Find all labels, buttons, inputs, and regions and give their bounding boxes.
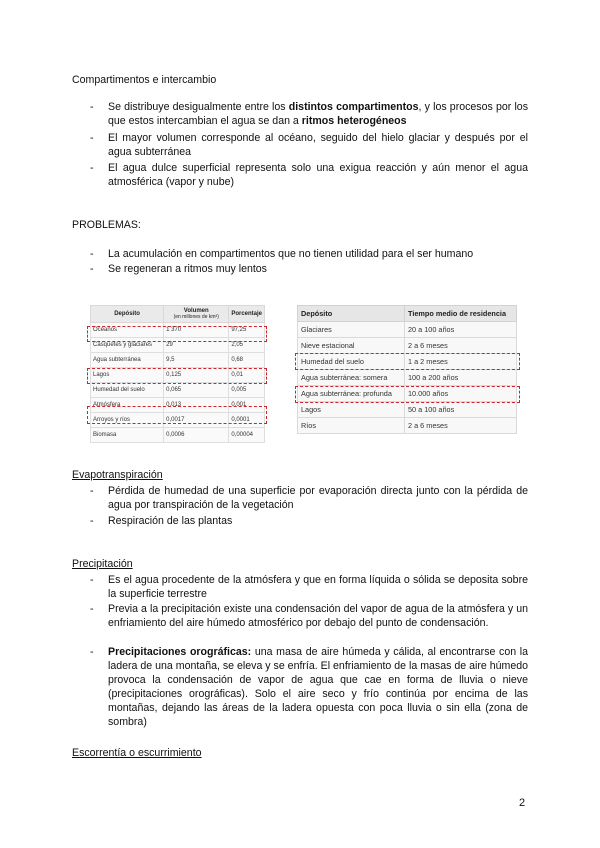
bullet-dash: - [90, 248, 94, 260]
table-row: Humedad del suelo 1 a 2 meses [298, 354, 517, 370]
table-row: Humedad del suelo 0,065 0,005 [91, 383, 265, 398]
table-row: Agua subterránea 9,5 0,68 [91, 353, 265, 368]
highlight-lakes [87, 368, 267, 384]
table-row: Océanos 1 370 97,25 [91, 323, 265, 338]
bullet-distribution: Se distribuye desigualmente entre los distintos compartimentos, y los procesos por los que estos intercambian el agua se dan a ritmos heterogéneos [108, 101, 528, 127]
bullet-dash: - [90, 263, 94, 275]
col-residence-time: Tiempo medio de residencia [405, 306, 517, 322]
precip-orographic: Precipitaciones orográficas: una masa de aire húmeda y cálida, al encontrarse con la ladera de una montaña, se eleva y se enfría. El enfriamiento de la masas de aire húmedo provoca la condensación de vapor de agua que cae en forma de lluvia o nieve (precipitaciones orográficas). Solo el aire seco y frío continúa por encima de las montañas, dejando las áreas de la ladera opuesta con poca lluvia o sin ella (zona de sombra) [108, 646, 529, 728]
table-row: Arroyos y ríos 0,0017 0,0001 [91, 413, 265, 428]
table-row: Agua subterránea: somera 100 a 200 años [298, 370, 517, 386]
problem-item: La acumulación en compartimentos que no tienen utilidad para el ser humano [108, 248, 474, 260]
bullet-dash: - [90, 603, 94, 615]
problems-title: PROBLEMAS: [72, 219, 141, 231]
runoff-title: Escorrentía o escurrimiento [72, 747, 202, 759]
bullet-dash: - [90, 101, 94, 113]
bullet-dash: - [90, 646, 94, 658]
page-number: 2 [519, 797, 526, 809]
highlight-soil-moisture [295, 353, 520, 370]
table-row: Atmósfera 0,013 0,001 [91, 398, 265, 413]
col-percent: Porcentaje [229, 306, 265, 323]
bullet-dash: - [90, 132, 94, 144]
highlight-oceans [87, 326, 267, 342]
evapo-item: Respiración de las plantas [108, 515, 233, 527]
precip-title: Precipitación [72, 558, 133, 570]
section-title: Compartimentos e intercambio [72, 74, 217, 86]
table-row: Biomasa 0,0006 0,00004 [91, 428, 265, 443]
table-header-row [298, 306, 517, 322]
problem-item: Se regeneran a ritmos muy lentos [108, 263, 267, 275]
bullet-fresh-water: El agua dulce superficial representa solo una exigua reacción y aún menor el agua atmosférica (vapor y nube) [108, 162, 528, 188]
table-row: Nieve estacional 2 a 6 meses [298, 338, 517, 354]
col-deposit: Depósito [91, 306, 164, 323]
table-row: Lagos 50 a 100 años [298, 402, 517, 418]
highlight-deep-groundwater [295, 386, 520, 403]
highlight-rivers [87, 406, 267, 424]
bullet-dash: - [90, 162, 94, 174]
table-header-row [91, 306, 265, 323]
bullet-dash: - [90, 574, 94, 586]
table-row: Casquetes y glaciares 29 2,05 [91, 338, 265, 353]
table-row: Glaciares 20 a 100 años [298, 322, 517, 338]
table-row: Lagos 0,125 0,01 [91, 368, 265, 383]
table-row: Ríos 2 a 6 meses [298, 418, 517, 434]
table-row: Agua subterránea: profunda 10.000 años [298, 386, 517, 402]
evapo-item: Pérdida de humedad de una superficie por evaporación directa junto con la pérdida de agua por transpiración de la vegetación [108, 485, 528, 511]
col-deposit: Depósito [298, 306, 405, 322]
col-volume: Volumen (en millones de km³) [164, 306, 229, 323]
bullet-dash: - [90, 485, 94, 497]
bullet-volume: El mayor volumen corresponde al océano, seguido del hielo glaciar y después por el agua subterránea [108, 132, 528, 158]
bullet-dash: - [90, 515, 94, 527]
precip-condensation: Previa a la precipitación existe una condensación del vapor de agua de la atmósfera y un enfriamiento del aire húmedo atmosférico por debajo del punto de condensación. [108, 603, 528, 629]
precip-definition: Es el agua procedente de la atmósfera y que en forma líquida o sólida se deposita sobre la superficie terrestre [108, 574, 528, 600]
evapo-title: Evapotranspiración [72, 469, 163, 481]
